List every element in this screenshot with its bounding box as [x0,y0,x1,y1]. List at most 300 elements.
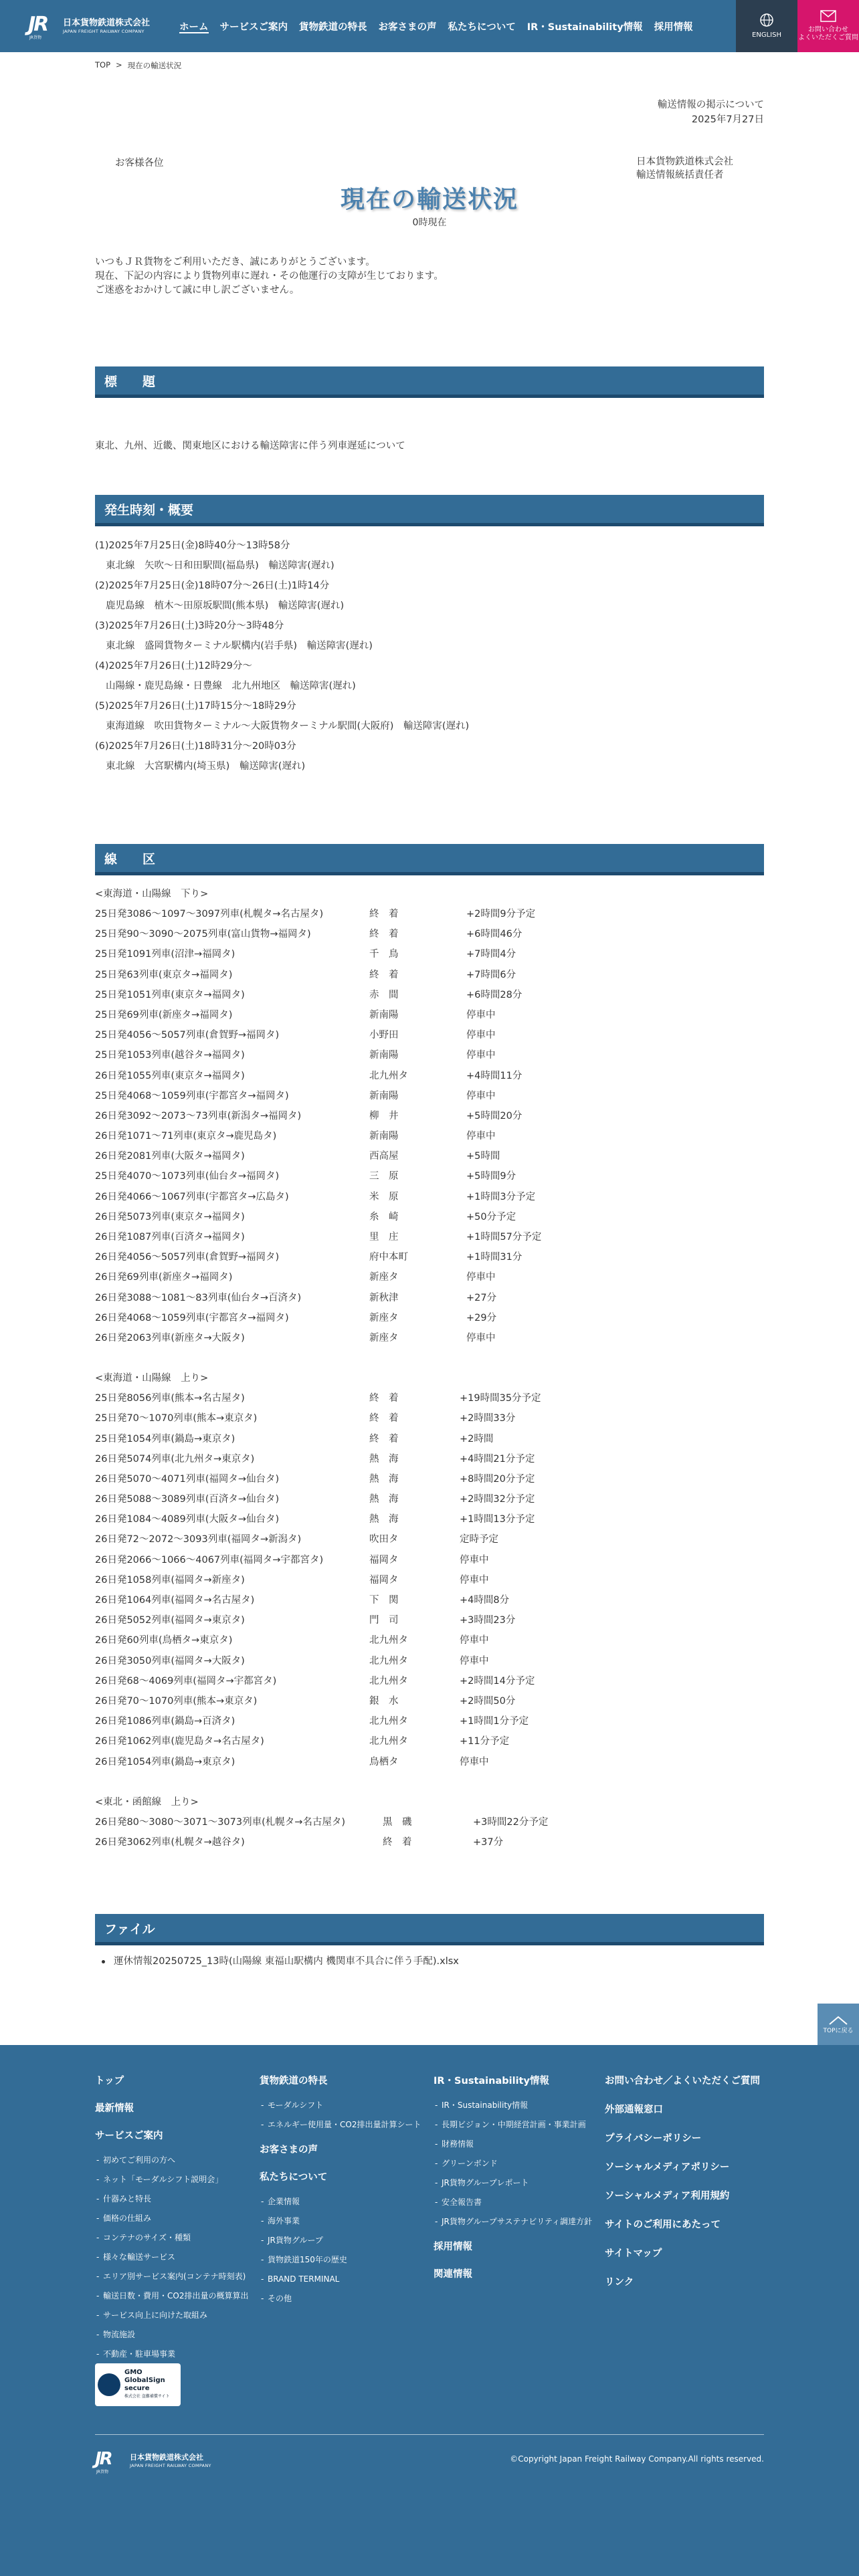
breadcrumb [95,60,187,71]
train-location: 黒 磯 [383,1816,412,1828]
train-row [95,1227,764,1247]
jr-logo-sub: JR貨物 [29,35,41,40]
train-name: 25日発1091列車(沼津→福岡タ) [95,949,235,960]
train-location: 北九州タ [369,1736,408,1747]
train-location: 熱 海 [369,1453,399,1465]
train-row [95,944,764,964]
train-name: 25日発4068～1059列車(宇都宮タ→福岡タ) [95,1090,289,1101]
footer-jr-logo-mark [95,2449,124,2472]
train-location: 千 鳥 [369,949,399,960]
footer-sublink[interactable]: - サービス向上に向けた取組み [95,2311,249,2321]
gmo-globalsign-seal[interactable] [95,2363,181,2406]
train-delay: +2時間50分 [460,1695,516,1707]
footer-sublink[interactable]: - 什器みと特長 [95,2194,249,2204]
train-name: 26日発5088～3089列車(百済タ→仙台タ) [95,1494,280,1505]
train-delay: +4時間8分 [460,1595,510,1606]
train-row [95,1308,764,1328]
train-location: 終 着 [369,929,399,940]
train-location: 糸 崎 [369,1211,399,1222]
train-row [95,924,764,944]
train-row [95,1106,764,1126]
train-row [95,1832,764,1852]
train-location: 終 着 [369,1413,399,1424]
subject-text: 東北、九州、近畿、関東地区における輸送障害に伴う列車遅延について [95,441,405,451]
train-location: 赤 間 [369,989,399,1000]
globalsign-text: GlobalSign [124,2377,165,2384]
train-delay: +1時間13分予定 [460,1514,535,1525]
publication-note [658,98,764,127]
nav-about[interactable]: 私たちについて [448,21,516,33]
train-delay: +5時間9分 [466,1171,516,1182]
breadcrumb-current: 現在の輸送状況 [127,61,182,70]
train-location: 北九州タ [369,1716,408,1727]
train-location: 終 着 [369,1433,399,1444]
footer-sublink[interactable]: - グリーンボンド [434,2159,601,2169]
contact-label-1: お問い合わせ [808,26,848,33]
train-row [95,1005,764,1025]
train-row [95,904,764,924]
train-row [95,1691,764,1711]
train-name: 26日発3088～1081～83列車(仙台タ→百済タ) [95,1292,302,1303]
train-delay: +5時間 [466,1151,500,1162]
occurrence-detail: 山陽線・鹿児島線・日豊線 北九州地区 輸送障害(遅れ) [106,681,356,691]
occurrence-time: (3)2025年7月26日(土)3時20分～3時48分 [95,621,284,631]
gmo-text: GMO [124,2369,142,2376]
back-to-top-button[interactable] [818,2004,859,2045]
nav-home[interactable]: ホーム [179,0,209,52]
global-nav [179,0,704,52]
back-to-top-label: TOPに戻る [823,2027,854,2034]
train-name: 26日発1058列車(福岡タ→新座タ) [95,1574,245,1586]
train-row [95,1086,764,1106]
train-name: 26日発5074列車(北九州タ→東京タ) [95,1453,255,1465]
train-name: 26日発5052列車(福岡タ→東京タ) [95,1615,245,1626]
train-name: 25日発63列車(東京タ→福岡タ) [95,969,233,980]
train-row [95,965,764,985]
train-row [95,1570,764,1590]
train-delay: +8時間20分予定 [460,1473,535,1485]
footer-divider [95,2434,764,2435]
train-location: 里 庄 [369,1232,399,1243]
globe-icon [759,13,774,27]
train-row [95,1469,764,1489]
footer-sublink[interactable]: - その他 [260,2294,427,2304]
train-name: 26日発68～4069列車(福岡タ→宇都宮タ) [95,1675,277,1687]
intro-line: 現在、下記の内容により貨物列車に遅れ・その他運行の支障が生じております。 [95,271,444,282]
train-delay: 停車中 [460,1655,489,1667]
train-location: 銀 水 [369,1695,399,1707]
english-button[interactable] [736,0,797,52]
train-location: 小野田 [369,1030,399,1041]
footer-sublink[interactable]: - BRAND TERMINAL [260,2274,427,2284]
footer-link[interactable]: サイトマップ [605,2248,662,2259]
file-link[interactable]: 運休情報20250725_13時(山陽線 東福山駅構内 機関車不具合に伴う手配).xlsx [95,1951,764,1971]
footer-link-related[interactable]: 関連情報 [434,2269,472,2280]
train-row [95,1388,764,1408]
train-location: 終 着 [369,909,399,920]
page-title: 現在の輸送状況 [340,186,518,213]
footer-link-news[interactable]: 最新情報 [95,2103,134,2114]
train-location: 新南陽 [369,1050,399,1061]
greeting: お客様各位 [115,158,164,169]
train-delay: 停車中 [460,1574,489,1586]
train-name: 26日発60列車(鳥栖タ→東京タ) [95,1635,233,1646]
train-location: 三 原 [369,1171,399,1182]
train-location: 熱 海 [369,1494,399,1505]
train-delay: +7時間4分 [466,949,516,960]
train-location: 福岡タ [369,1574,399,1586]
lines-heading: 線 区 [95,844,764,875]
footer-sublink[interactable]: - モーダルシフト [260,2101,427,2111]
train-location: 米 原 [369,1191,399,1202]
train-row [95,1489,764,1509]
occurrence-heading: 発生時刻・概要 [95,495,764,526]
sender [636,155,733,182]
train-location: 鳥栖タ [369,1756,399,1767]
train-delay: +50分予定 [466,1211,516,1222]
train-location: 下 関 [369,1595,399,1606]
train-row [95,1045,764,1065]
train-name: 25日発8056列車(熊本→名古屋タ) [95,1393,245,1404]
train-name: 25日発1051列車(東京タ→福岡タ) [95,989,245,1000]
train-delay: +2時間32分予定 [460,1494,535,1505]
train-name: 26日発2066～1066～4067列車(福岡タ→宇都宮タ) [95,1554,324,1566]
footer-link-about[interactable]: 私たちについて [260,2172,328,2183]
footer-sublink[interactable]: - 貨物鉄道150年の歴史 [260,2255,427,2265]
train-location: 柳 井 [369,1110,399,1121]
footer-sublink[interactable]: - コンテナのサイズ・種類 [95,2233,249,2243]
train-row [95,1711,764,1731]
footer-sublink[interactable]: - JR貨物グループレポート [434,2178,601,2188]
train-row [95,1550,764,1570]
train-delay: +5時間20分 [466,1110,522,1121]
footer-col-4 [605,2073,765,2303]
footer-link-services[interactable]: サービスご案内 [95,2131,163,2141]
occurrence-time: (1)2025年7月25日(金)8時40分～13時58分 [95,540,290,551]
mail-icon [820,10,836,22]
secure-text: secure [124,2385,150,2392]
train-delay: +3時間22分予定 [473,1816,549,1828]
english-label: ENGLISH [752,31,781,39]
footer-sublink[interactable]: - 物流施設 [95,2330,249,2340]
train-row [95,1610,764,1630]
train-row [95,1328,764,1348]
train-row [95,1166,764,1186]
train-row [95,1651,764,1671]
train-delay: 停車中 [460,1635,489,1646]
line-group-title: <東海道・山陽線 下り> [95,889,209,899]
train-row [95,1509,764,1529]
train-name: 26日発4066～1067列車(宇都宮タ→広島タ) [95,1191,289,1202]
train-delay: +1時間3分予定 [466,1191,536,1202]
train-delay: +29分 [466,1312,497,1323]
footer-link[interactable]: ソーシャルメディアポリシー [605,2162,730,2173]
line-group-title: <東海道・山陽線 上り> [95,1373,209,1384]
train-delay: +2時間9分予定 [466,909,536,920]
footer-col-1 [95,2073,249,2369]
as-of-time: 0時現在 [412,217,447,228]
occurrence-time: (4)2025年7月26日(土)12時29分～ [95,661,252,671]
footer-sublink[interactable]: - 長期ビジョン・中期経営計画・事業計画 [434,2120,601,2130]
occurrence-time: (5)2025年7月26日(土)17時15分～18時29分 [95,701,296,712]
intro-line: いつもＪＲ貨物をご利用いただき、誠にありがとうございます。 [95,257,375,267]
train-delay: +2時間 [460,1433,494,1444]
train-location: 吹田タ [369,1534,399,1545]
train-location: 新座タ [369,1312,399,1323]
train-row [95,1429,764,1449]
occurrence-time: (6)2025年7月26日(土)18時31分～20時03分 [95,741,296,752]
train-name: 26日発1084～4089列車(大阪タ→仙台タ) [95,1514,280,1525]
train-row [95,1066,764,1086]
train-delay: 定時予定 [460,1534,498,1545]
footer-sublink[interactable]: - エネルギー使用量・CO2排出量計算シート [260,2120,427,2130]
train-location: 西高屋 [369,1151,399,1162]
footer-col-3 [434,2073,601,2294]
train-row [95,1590,764,1610]
jr-logo-glyph: JR [28,13,47,36]
footer-link-features[interactable]: 貨物鉄道の特長 [260,2076,328,2086]
occurrence-detail: 東北線 大宮駅構内(埼玉県) 輸送障害(遅れ) [106,761,306,772]
footer-col-2 [260,2073,427,2313]
footer-sublink[interactable]: - 海外事業 [260,2216,427,2226]
footer-sublink[interactable]: - JR貨物グループ [260,2236,427,2246]
train-location: 北九州タ [369,1675,408,1687]
sender-company: 日本貨物鉄道株式会社 [636,156,733,167]
jr-logo-mark [28,13,58,40]
footer-jr-logo-sub: JR貨物 [96,2470,108,2474]
train-location: 北九州タ [369,1070,408,1081]
train-name: 25日発69列車(新座タ→福岡タ) [95,1009,233,1021]
occurrence-list [95,536,764,776]
footer-sublink[interactable]: - 企業情報 [260,2197,427,2207]
train-name: 25日発1054列車(鍋島→東京タ) [95,1433,235,1444]
intro-line: ご迷惑をおかけして誠に申し訳ございません。 [95,285,300,296]
train-delay: +7時間6分 [466,969,516,980]
train-delay: +1時間57分予定 [466,1232,542,1243]
train-name: 25日発4056～5057列車(倉賀野→福岡タ) [95,1030,280,1041]
train-delay: 停車中 [466,1050,496,1061]
nav-services[interactable]: サービスご案内 [219,21,288,33]
train-row [95,1529,764,1549]
train-row [95,985,764,1005]
train-delay: 停車中 [466,1090,496,1101]
train-name: 26日発80～3080～3071～3073列車(札幌タ→名古屋タ) [95,1816,346,1828]
breadcrumb-separator: > [116,60,122,70]
train-delay: +1時間1分予定 [460,1716,529,1727]
train-name: 26日発69列車(新座タ→福岡タ) [95,1272,233,1283]
train-delay: +3時間23分 [460,1615,516,1626]
occurrence-detail: 東北線 盛岡貨物ターミナル駅構内(岩手県) 輸送障害(遅れ) [106,641,373,651]
train-delay: +4時間21分予定 [460,1453,535,1465]
footer-sublink[interactable]: - IR・Sustainability情報 [434,2101,601,2111]
train-row [95,1187,764,1207]
footer-link[interactable]: お問い合わせ／よくいただくご質問 [605,2076,760,2086]
train-name: 25日発3086～1097～3097列車(札幌タ→名古屋タ) [95,909,324,920]
footer-sublink[interactable]: - 価格の仕組み [95,2214,249,2224]
train-name: 26日発1071～71列車(東京タ→鹿児島タ) [95,1131,277,1142]
train-row [95,1812,764,1832]
train-delay: +1時間31分 [466,1252,522,1263]
line-group-title: <東北・函館線 上り> [95,1796,199,1808]
nav-voices[interactable]: お客さまの声 [378,21,437,33]
file-body [95,1951,764,1971]
footer-logo[interactable] [95,2449,211,2472]
train-location: 終 着 [369,1393,399,1404]
train-delay: 停車中 [466,1272,496,1283]
footer-sublink[interactable]: - 財務情報 [434,2139,601,2149]
copyright: ©Copyright Japan Freight Railway Company.All rights reserved. [510,2454,764,2464]
train-location: 新座タ [369,1272,399,1283]
train-delay: 停車中 [460,1554,489,1566]
train-delay: +2時間33分 [460,1413,516,1424]
train-row [95,1408,764,1428]
train-location: 終 着 [369,969,399,980]
train-name: 26日発1086列車(鍋島→百済タ) [95,1716,235,1727]
footer-link-recruit[interactable]: 採用情報 [434,2242,472,2252]
train-name: 26日発1054列車(鍋島→東京タ) [95,1756,235,1767]
footer-logo-en: JAPAN FREIGHT RAILWAY COMPANY [130,2462,211,2468]
train-delay: +19時間35分予定 [460,1393,541,1404]
occurrence-detail: 東海道線 吹田貨物ターミナル～大阪貨物ターミナル駅間(大阪府) 輸送障害(遅れ) [106,721,470,732]
logo-text-en: JAPAN FREIGHT RAILWAY COMPANY [63,28,145,34]
train-location: 新座タ [369,1332,399,1344]
train-name: 26日発1062列車(鹿児島タ→名古屋タ) [95,1736,264,1747]
train-location: 北九州タ [369,1655,408,1667]
intro-text [95,255,444,298]
footer-link[interactable]: ソーシャルメディア利用規約 [605,2191,730,2202]
train-delay: 停車中 [460,1756,489,1767]
occurrence-detail: 東北線 矢吹～日和田駅間(福島県) 輸送障害(遅れ) [106,560,335,571]
train-delay: 停車中 [466,1332,496,1344]
train-delay: +27分 [466,1292,497,1303]
train-row [95,1247,764,1267]
train-delay: 停車中 [466,1030,496,1041]
logo-text-jp: 日本貨物鉄道株式会社 [63,17,151,28]
footer-link-ir[interactable]: IR・Sustainability情報 [434,2076,549,2086]
footer-sublink[interactable]: - 輸送日数・費用・CO2排出量の概算算出 [95,2291,249,2301]
site-logo[interactable] [28,13,151,40]
publication-date: 2025年7月27日 [691,114,764,125]
train-location: 熱 海 [369,1514,399,1525]
train-location: 北九州タ [369,1635,408,1646]
breadcrumb-top[interactable]: TOP [95,60,111,70]
train-row [95,1449,764,1469]
train-row [95,1731,764,1751]
occurrence-time: (2)2025年7月25日(金)18時07分～26日(土)1時14分 [95,580,330,591]
subject-body [95,436,764,456]
chevron-up-icon [828,2015,848,2026]
train-location: 新南陽 [369,1090,399,1101]
train-location: 新南陽 [369,1009,399,1021]
train-name: 26日発2063列車(新座タ→大阪タ) [95,1332,245,1344]
train-row [95,1752,764,1772]
train-row [95,1146,764,1166]
footer-sublink[interactable]: - JR貨物グループサステナビリティ調達方針 [434,2217,601,2227]
nav-ir[interactable]: IR・Sustainability情報 [527,21,643,33]
train-location: 福岡タ [369,1554,399,1566]
seal-icon [98,2373,120,2396]
footer-link[interactable]: 外部通報窓口 [605,2105,663,2115]
train-location: 終 着 [383,1836,412,1848]
train-delay: 停車中 [466,1131,496,1142]
footer-sublink[interactable]: - 様々な輸送サービス [95,2252,249,2262]
footer-link[interactable]: リンク [605,2277,634,2288]
footer-sublink[interactable]: - エリア別サービス案内(コンテナ時刻表) [95,2272,249,2282]
seal-caption: 株式会社 盗難補償サイト [124,2394,170,2399]
train-location: 門 司 [369,1615,399,1626]
train-name: 26日発2081列車(大阪タ→福岡タ) [95,1151,245,1162]
train-name: 25日発90～3090～2075列車(富山貨物→福岡タ) [95,929,311,940]
train-name: 26日発72～2072～3093列車(福岡タ→新潟タ) [95,1534,302,1545]
train-name: 26日発3062列車(札幌タ→越谷タ) [95,1836,245,1848]
publication-title: 輸送情報の掲示について [657,100,764,110]
file-heading: ファイル [95,1914,764,1945]
train-name: 25日発4070～1073列車(仙台タ→福岡タ) [95,1171,280,1182]
footer-link-top[interactable]: トップ [95,2076,124,2086]
footer-sublink[interactable]: - 初めてご利用の方へ [95,2155,249,2165]
train-name: 26日発4068～1059列車(宇都宮タ→福岡タ) [95,1312,289,1323]
contact-button[interactable] [797,0,859,52]
train-name: 26日発4056～5057列車(倉賀野→福岡タ) [95,1252,280,1263]
train-name: 26日発1064列車(福岡タ→名古屋タ) [95,1595,255,1606]
train-row [95,1126,764,1146]
sender-role: 輸送情報統括責任者 [636,170,724,181]
train-row [95,1267,764,1287]
footer-sublink[interactable]: - 安全報告書 [434,2197,601,2208]
footer-sublink[interactable]: - 不動産・駐車場事業 [95,2349,249,2359]
site-header [0,0,859,52]
train-delay: +4時間11分 [466,1070,522,1081]
train-location: 府中本町 [369,1252,408,1263]
train-name: 26日発3092～2073～73列車(新潟タ→福岡タ) [95,1110,302,1121]
train-name: 25日発1053列車(越谷タ→福岡タ) [95,1050,245,1061]
train-row [95,1207,764,1227]
train-delay: 停車中 [466,1009,496,1021]
train-delay: +2時間14分予定 [460,1675,535,1687]
train-row [95,1630,764,1650]
train-delay: +11分予定 [460,1736,510,1747]
occurrence-detail: 鹿児島線 植木～田原坂駅間(熊本県) 輸送障害(遅れ) [106,601,345,611]
footer-jr-logo-glyph: JR [95,2449,111,2469]
train-name: 26日発5073列車(東京タ→福岡タ) [95,1211,245,1222]
train-row [95,1288,764,1308]
footer-link[interactable]: サイトのご利用にあたって [605,2220,721,2230]
train-location: 新南陽 [369,1131,399,1142]
train-delay: +6時間28分 [466,989,522,1000]
nav-recruit[interactable]: 採用情報 [654,21,693,33]
footer-link-voices[interactable]: お客さまの声 [260,2145,318,2155]
site-footer [0,2045,859,2576]
train-name: 26日発1055列車(東京タ→福岡タ) [95,1070,245,1081]
footer-sublink[interactable]: - ネット「モーダルシフト説明会」 [95,2175,249,2185]
contact-label-2: よくいただくご質問 [798,34,858,41]
subject-heading: 標 題 [95,366,764,398]
train-location: 新秋津 [369,1292,399,1303]
train-name: 26日発3050列車(福岡タ→大阪タ) [95,1655,245,1667]
train-name: 25日発70～1070列車(熊本→東京タ) [95,1413,258,1424]
nav-features[interactable]: 貨物鉄道の特長 [299,21,367,33]
train-location: 熱 海 [369,1473,399,1485]
footer-logo-jp: 日本貨物鉄道株式会社 [130,2452,203,2462]
lines-body [95,884,764,1872]
train-delay: +37分 [473,1836,504,1848]
footer-link[interactable]: プライバシーポリシー [605,2133,702,2144]
train-row [95,1025,764,1045]
train-name: 26日発1087列車(百済タ→福岡タ) [95,1232,245,1243]
train-name: 26日発70～1070列車(熊本→東京タ) [95,1695,258,1707]
train-delay: +6時間46分 [466,929,522,940]
train-row [95,1671,764,1691]
